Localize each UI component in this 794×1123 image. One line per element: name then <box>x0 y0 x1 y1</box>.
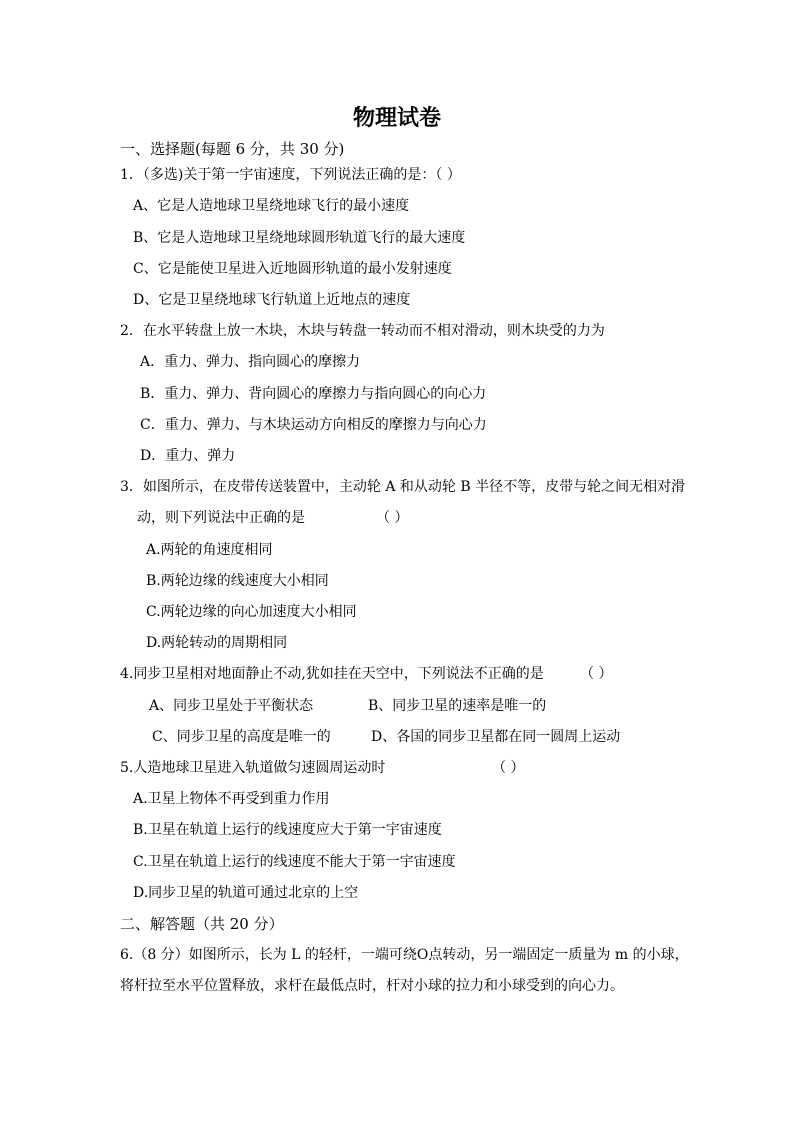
question-3-option-a: A.两轮的角速度相同 <box>146 542 273 558</box>
page-title: 物理试卷 <box>352 105 441 131</box>
question-1-option-b: B、它是人造地球卫星绕地球圆形轨道飞行的最大速度 <box>133 230 466 246</box>
question-1-option-a: A、它是人造地球卫星绕地球飞行的最小速度 <box>133 198 410 214</box>
question-3-stem-line-2: 动，则下列说法中正确的是 <box>137 510 305 526</box>
question-3-option-b: B.两轮边缘的线速度大小相同 <box>146 573 329 589</box>
question-5-option-b: B.卫星在轨道上运行的线速度应大于第一宇宙速度 <box>133 822 442 838</box>
question-3-option-d: D.两轮转动的周期相同 <box>146 635 288 651</box>
question-3-option-c: C.两轮边缘的向心加速度大小相同 <box>146 604 357 620</box>
question-5-answer-blank: （ ） <box>492 760 525 776</box>
question-4-option-c: C、同步卫星的高度是唯一的 <box>152 729 331 745</box>
question-5-stem: 5.人造地球卫星进入轨道做匀速圆周运动时 <box>120 760 386 776</box>
question-4-stem: 4.同步卫星相对地面静止不动,犹如挂在天空中，下列说法不正确的是 <box>120 666 544 682</box>
question-6-line-2: 将杆拉至水平位置释放，求杆在最低点时，杆对小球的拉力和小球受到的向心力。 <box>120 978 624 994</box>
section-choice-heading: 一、选择题(每题 6 分，共 30 分) <box>120 140 345 158</box>
question-2-option-a: A．重力、弹力、指向圆心的摩擦力 <box>140 354 361 370</box>
question-3-answer-blank: （ ） <box>376 510 409 526</box>
question-3-stem-line-1: 3．如图所示，在皮带传送装置中，主动轮 A 和从动轮 B 半径不等，皮带与轮之间无相对滑 <box>120 479 686 495</box>
question-4-option-d: D、各国的同步卫星都在同一圆周上运动 <box>371 729 621 745</box>
question-4-option-a: A、同步卫星处于平衡状态 <box>149 698 314 714</box>
question-6-line-1: 6.（8 分）如图所示，长为 L 的轻杆，一端可绕O点转动，另一端固定一质量为 m 的小球， <box>120 947 689 963</box>
question-2-option-c: C．重力、弹力、与木块运动方向相反的摩擦力与向心力 <box>140 417 487 433</box>
question-1-stem: 1．（多选)关于第一宇宙速度，下列说法正确的是：（ ） <box>120 167 461 183</box>
question-2-stem: 2．在水平转盘上放一木块，木块与转盘一转动而不相对滑动，则木块受的力为 <box>120 323 605 339</box>
question-2-option-d: D．重力、弹力 <box>140 448 236 464</box>
question-4-option-b: B、同步卫星的速率是唯一的 <box>368 698 547 714</box>
question-1-option-d: D、它是卫星绕地球飞行轨道上近地点的速度 <box>133 292 411 308</box>
question-1-option-c: C、它是能使卫星进入近地圆形轨道的最小发射速度 <box>133 261 452 277</box>
question-2-option-b: B．重力、弹力、背向圆心的摩擦力与指向圆心的向心力 <box>140 386 487 402</box>
question-5-option-a: A.卫星上物体不再受到重力作用 <box>133 791 330 807</box>
question-5-option-c: C.卫星在轨道上运行的线速度不能大于第一宇宙速度 <box>133 854 456 870</box>
section-answer-heading: 二、解答题（共 20 分） <box>120 915 284 933</box>
question-5-option-d: D.同步卫星的轨道可通过北京的上空 <box>133 885 359 901</box>
question-4-answer-blank: （ ） <box>580 666 613 682</box>
